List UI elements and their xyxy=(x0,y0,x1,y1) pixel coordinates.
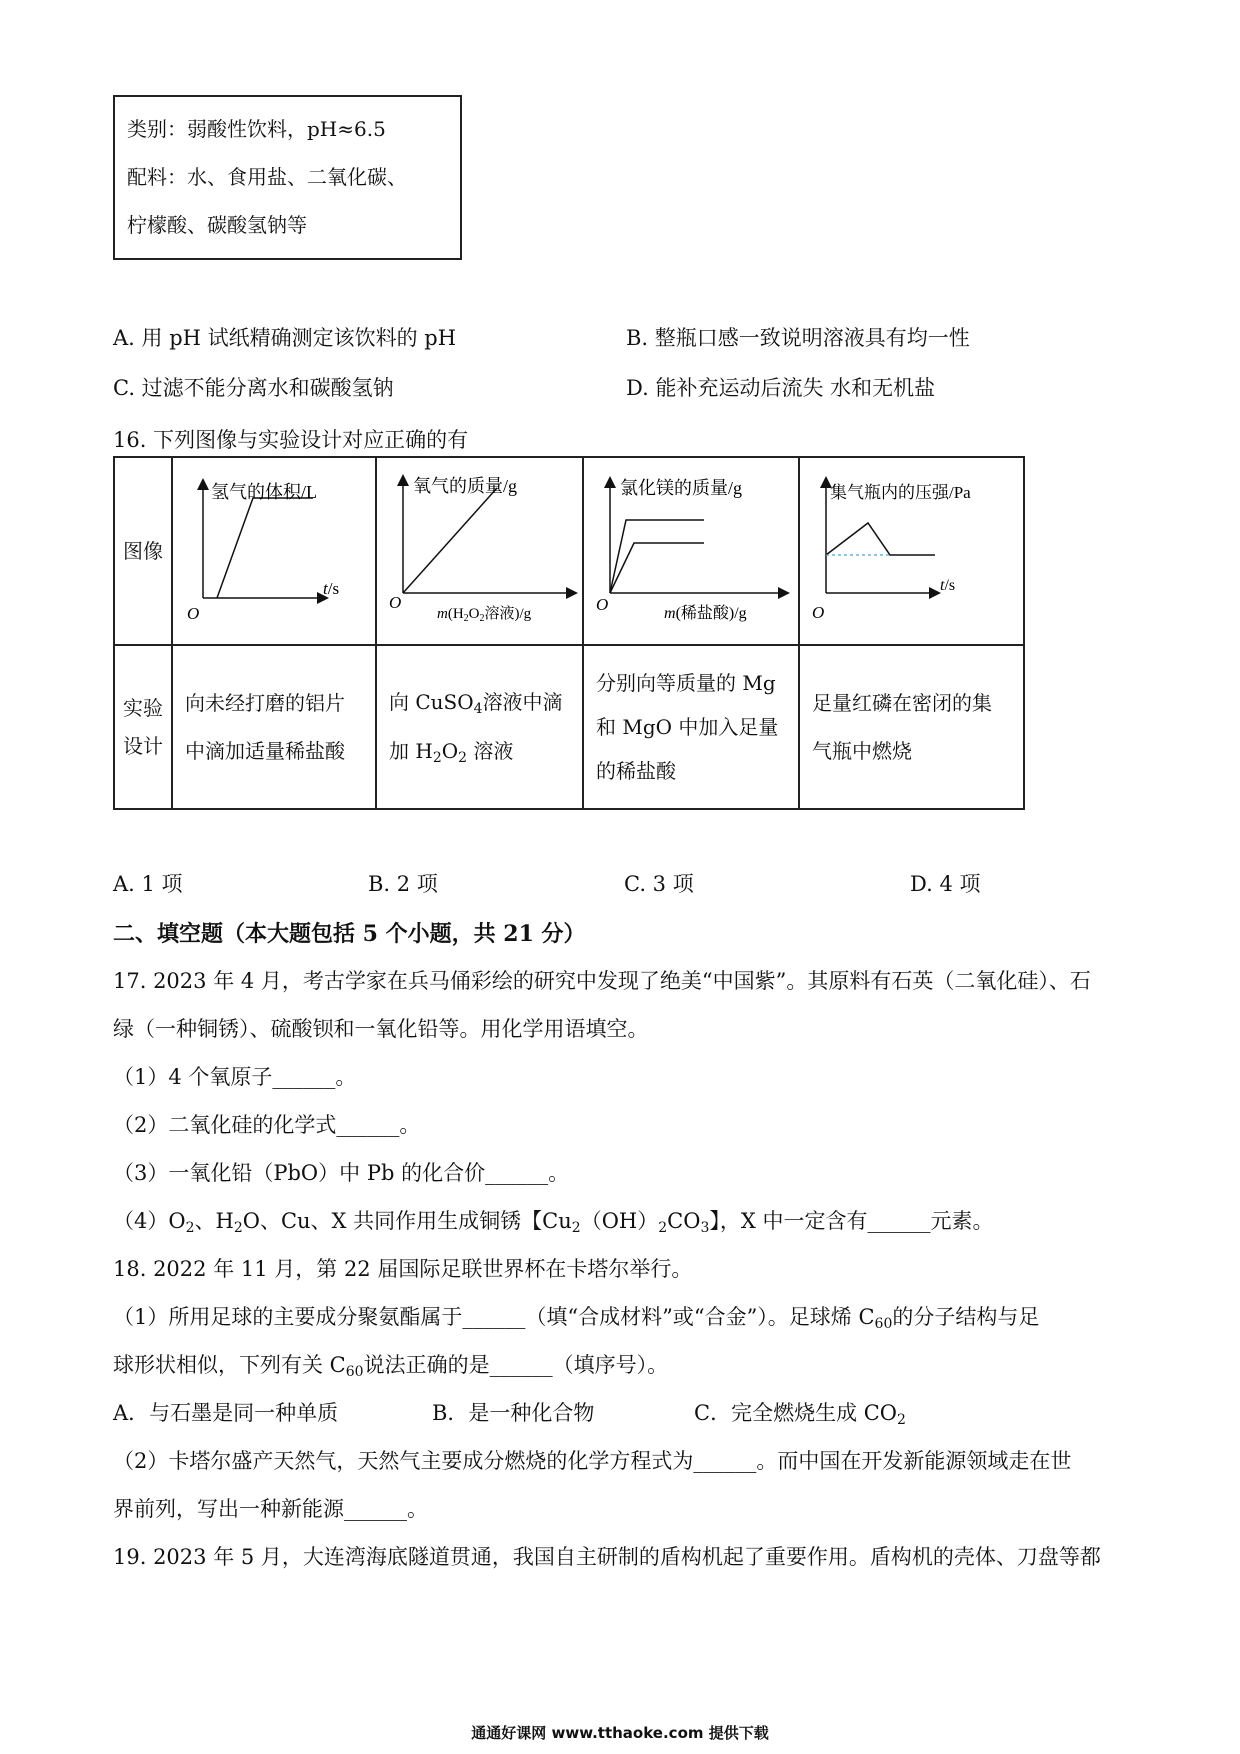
q17-part-1: （1）4 个氧原子______。 xyxy=(113,1065,357,1089)
graph-3-line-mgo xyxy=(610,543,704,593)
row-label-experiment: 实验 设计 xyxy=(114,645,172,809)
graph-4-ylabel: 集气瓶内的压强/Pa xyxy=(830,483,971,502)
q16-option-c: C. 3 项 xyxy=(624,872,694,896)
q17-part-2: （2）二氧化硅的化学式______。 xyxy=(113,1113,421,1137)
graph-3-ylabel: 氯化镁的质量/g xyxy=(620,478,743,498)
graph-1-xlabel: t/s xyxy=(323,579,340,598)
graph-1-line xyxy=(217,498,313,598)
q15-option-d: D. 能补充运动后流失 水和无机盐 xyxy=(626,376,936,400)
q15-option-a: A. 用 pH 试纸精确测定该饮料的 pH xyxy=(113,326,457,350)
page-footer: 通通好课网 www.tthaoke.com 提供下载 xyxy=(471,1724,769,1742)
graph-4-cell xyxy=(799,457,1024,645)
label-line-3: 柠檬酸、碳酸氢钠等 xyxy=(127,213,307,237)
q18-part-2-line-2: 界前列，写出一种新能源______。 xyxy=(113,1497,428,1521)
q18-option-b: B．是一种化合物 xyxy=(432,1401,595,1425)
graph-2-ylabel: 氧气的质量/g xyxy=(413,476,518,496)
graph-2-xlabel: $m(H_2O_2$溶液)/g xyxy=(437,606,532,624)
q16-option-d: D. 4 项 xyxy=(910,872,981,896)
q18-option-a: A．与石墨是同一种单质 xyxy=(113,1401,339,1425)
q19-line-1: 19. 2023 年 5 月，大连湾海底隧道贯通，我国自主研制的盾构机起了重要作用。盾构机的壳体、刀盘等都 xyxy=(113,1545,1101,1569)
graph-1 xyxy=(173,458,375,639)
q16-stem: 16. 下列图像与实验设计对应正确的有 xyxy=(113,428,469,452)
exp-3: 分别向等质量的 Mg 和 MgO 中加入足量 的稀盐酸 xyxy=(583,645,799,809)
q15-option-c: C. 过滤不能分离水和碳酸氢钠 xyxy=(113,376,394,400)
exp-4: 足量红磷在密闭的集 气瓶中燃烧 xyxy=(799,645,1024,809)
graph-2-line xyxy=(403,488,497,593)
graph-3-line-mg xyxy=(610,520,704,593)
q18-part-1-line-2: 球形状相似，下列有关 $C_{60}$说法正确的是______（填序号）。 xyxy=(113,1353,669,1380)
q17-part-3: （3）一氧化铅（PbO）中 Pb 的化合价______。 xyxy=(113,1161,570,1185)
graph-2 xyxy=(377,458,582,639)
graph-1-ylabel: 氢气的体积/L xyxy=(211,482,317,502)
graph-2-origin: O xyxy=(389,593,402,612)
label-line-2: 配料：水、食用盐、二氧化碳、 xyxy=(127,165,407,189)
label-line-1: 类别：弱酸性饮料，pH≈6.5 xyxy=(127,117,386,141)
q17-part-4: $(4)O_2$、$H_2O$、Cu、X 共同作用生成铜锈【$Cu_2(OH)_2CO_3$】，X 中一定含有______元素。 xyxy=(113,1209,994,1236)
section-2-title: 二、填空题（本大题包括 5 个小题，共 21 分） xyxy=(113,921,586,947)
graph-4-origin: O xyxy=(812,603,825,622)
graph-2-cell xyxy=(376,457,583,645)
drink-label-box xyxy=(113,95,462,260)
q15-option-b: B. 整瓶口感一致说明溶液具有均一性 xyxy=(626,326,970,350)
q18-line-1: 18. 2022 年 11 月，第 22 届国际足联世界杯在卡塔尔举行。 xyxy=(113,1257,693,1281)
graph-1-origin: O xyxy=(187,604,200,623)
exp-2: 向 CuSO$_4$溶液中滴 加 $H_2O_2$ 溶液 xyxy=(376,645,583,809)
exp-1: 向未经打磨的铝片 中滴加适量稀盐酸 xyxy=(172,645,376,809)
row-label-graph: 图像 xyxy=(114,457,172,645)
graph-3-xlabel: m(稀盐酸)/g xyxy=(664,605,747,622)
graph-4 xyxy=(800,458,1023,639)
graph-4-line xyxy=(826,523,935,555)
q16-table xyxy=(113,456,1025,810)
graph-1-cell xyxy=(172,457,376,645)
q18-option-c: C．完全燃烧生成 $CO_2$ xyxy=(694,1401,906,1428)
q17-line-2: 绿（一种铜锈）、硫酸钡和一氧化铅等。用化学用语填空。 xyxy=(113,1017,649,1041)
q17-line-1: 17. 2023 年 4 月，考古学家在兵马俑彩绘的研究中发现了绝美“中国紫”。其原料有石英（二氧化硅）、石 xyxy=(113,969,1091,993)
q16-option-a: A. 1 项 xyxy=(113,872,183,896)
q18-part-2-line-1: （2）卡塔尔盛产天然气，天然气主要成分燃烧的化学方程式为______。而中国在开发新能源领域走在世 xyxy=(113,1449,1072,1473)
q16-option-b: B. 2 项 xyxy=(368,872,438,896)
q18-part-1-line-1: （1）所用足球的主要成分聚氨酯属于______（填“合成材料”或“合金”）。足球烯 $C_{60}$的分子结构与足 xyxy=(113,1305,1040,1332)
graph-3-origin: O xyxy=(596,595,609,614)
graph-3-cell xyxy=(583,457,799,645)
graph-3 xyxy=(584,458,798,639)
graph-4-xlabel: t/s xyxy=(940,577,956,594)
